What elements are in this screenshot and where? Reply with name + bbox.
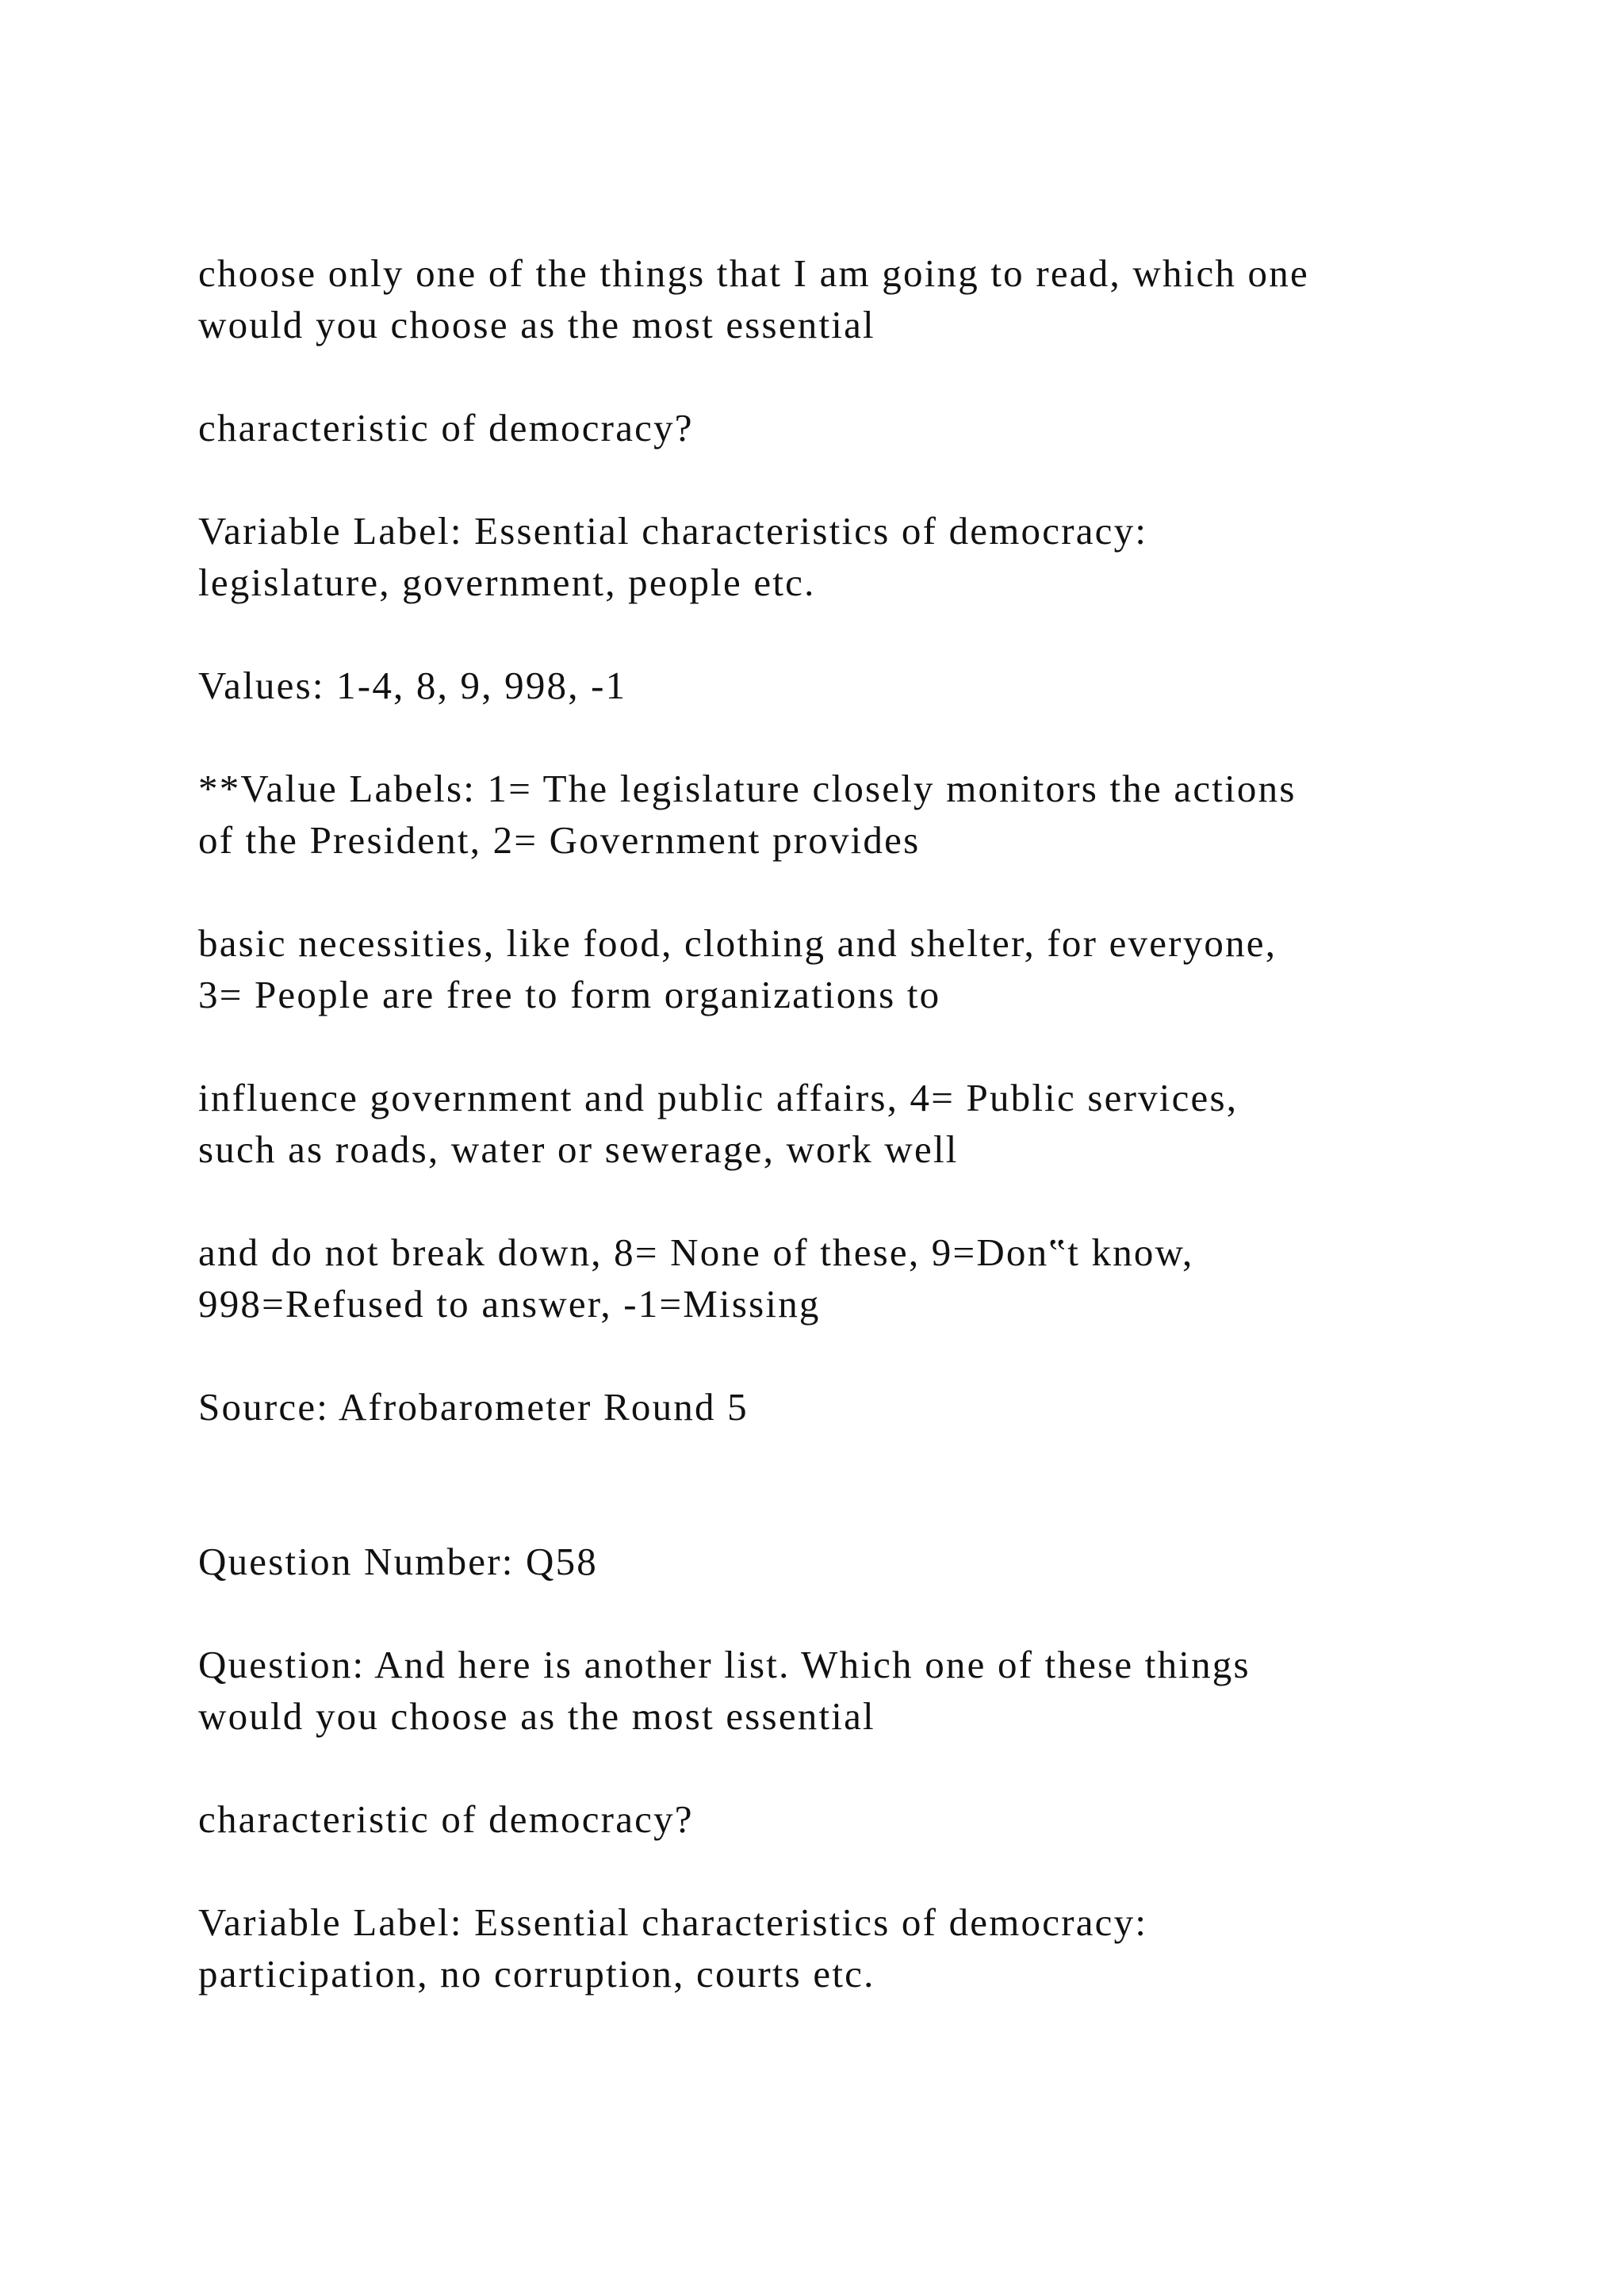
text-line: participation, no corruption, courts etc. [198,1952,875,1996]
paragraph-variable-label-2 [198,1896,1507,1999]
text-line: would you choose as the most essential [198,303,875,346]
text-line: choose only one of the things that I am going to read, which one [198,251,1309,295]
text-line: **Value Labels: 1= The legislature closely monitors the actions [198,767,1297,810]
paragraph-question-end-2 [198,1793,1507,1845]
paragraph-value-labels-cont-2 [198,1072,1507,1175]
text-line: Question Number: Q58 [198,1540,598,1583]
paragraph-value-labels [198,763,1507,866]
text-line: legislature, government, people etc. [198,561,816,604]
paragraph-value-labels-cont-3 [198,1226,1507,1330]
text-line: of the President, 2= Government provides [198,818,921,862]
text-line: basic necessities, like food, clothing and shelter, for everyone, [198,921,1277,965]
text-line: Variable Label: Essential characteristics of democracy: [198,509,1148,553]
paragraph-values [198,660,1507,711]
text-line: 3= People are free to form organizations to [198,973,941,1016]
text-line: 998=Refused to answer, -1=Missing [198,1282,821,1326]
paragraph-variable-label [198,505,1507,608]
paragraph-question-number [198,1536,1507,1587]
section-spacer [198,1484,1507,1536]
document-body [198,247,1507,2051]
paragraph-question-end [198,402,1507,453]
text-line: Variable Label: Essential characteristics of democracy: [198,1900,1148,1944]
text-line: Source: Afrobarometer Round 5 [198,1385,749,1429]
paragraph-source [198,1381,1507,1433]
text-line: characteristic of democracy? [198,1797,694,1841]
paragraph-question-continuation [198,247,1507,350]
text-line: such as roads, water or sewerage, work well [198,1127,959,1171]
text-line: Question: And here is another list. Which one of these things [198,1643,1251,1686]
text-line: Values: 1-4, 8, 9, 998, -1 [198,664,627,707]
text-line: influence government and public affairs, 4= Public services, [198,1076,1239,1119]
text-line: would you choose as the most essential [198,1694,875,1738]
paragraph-value-labels-cont-1 [198,917,1507,1020]
text-line: characteristic of democracy? [198,406,694,450]
text-line: and do not break down, 8= None of these, 9=Don‟t know, [198,1230,1194,1274]
paragraph-question [198,1639,1507,1742]
